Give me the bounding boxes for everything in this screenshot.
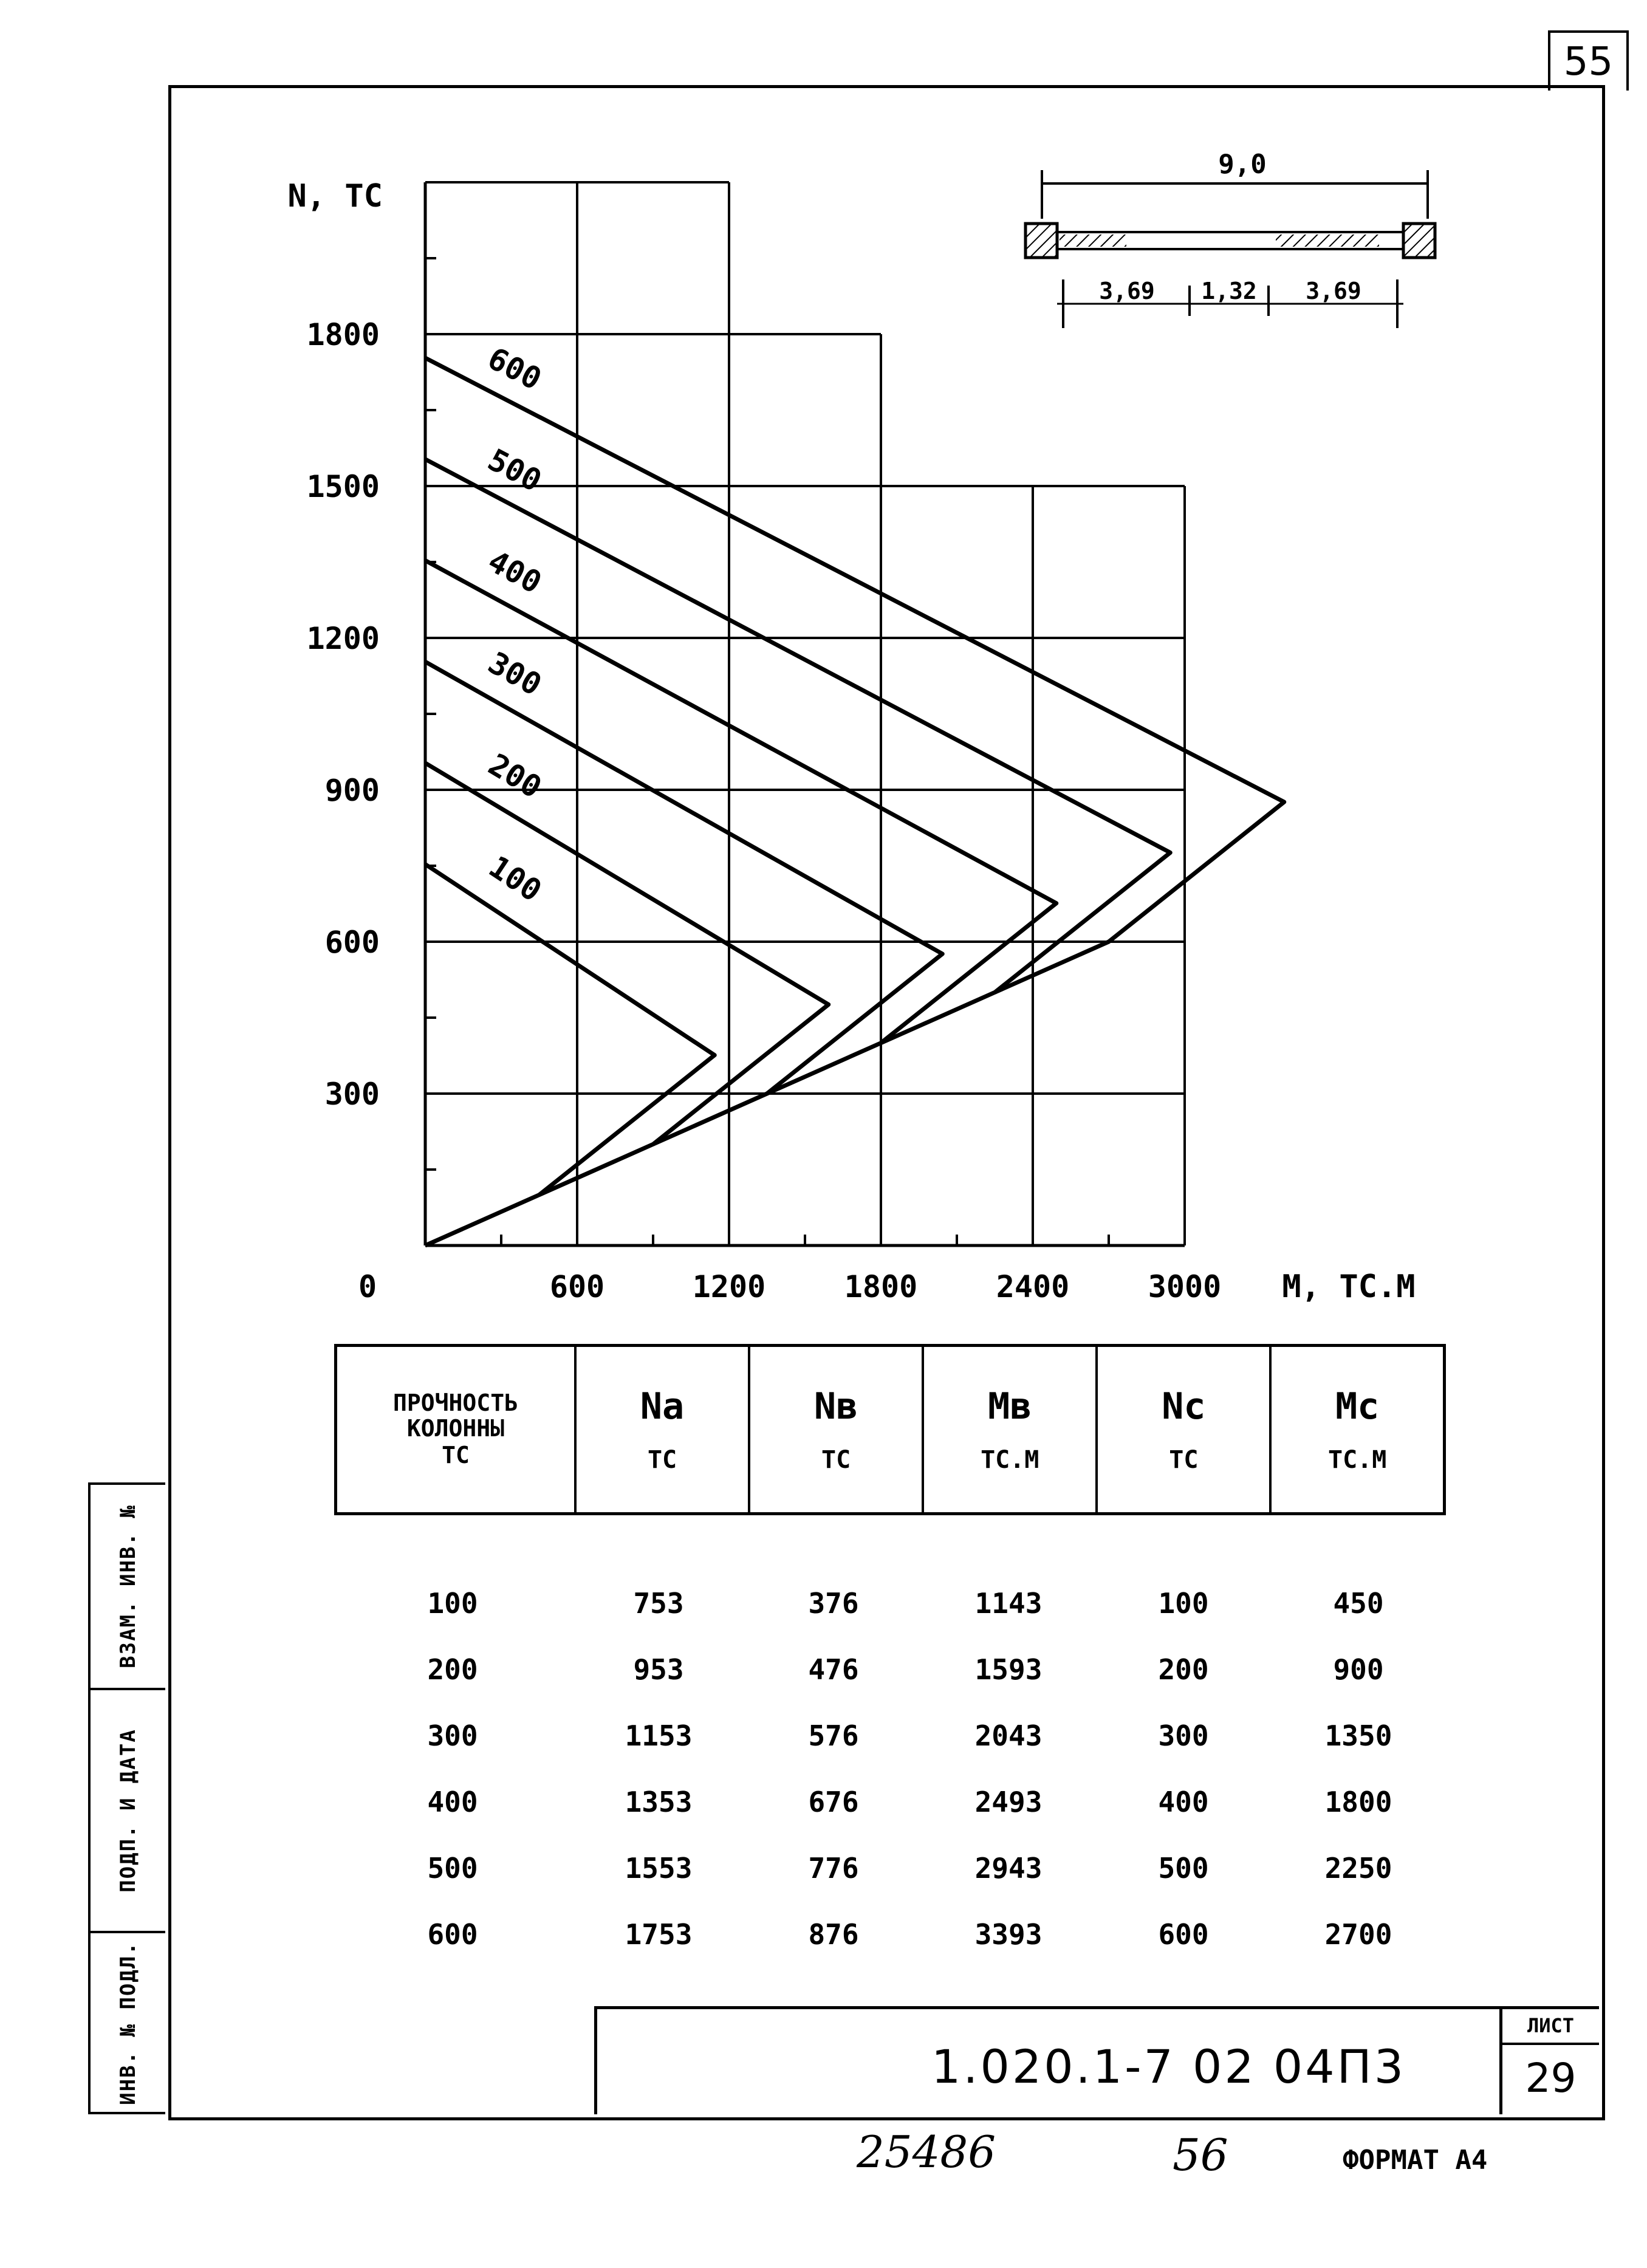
sheet-number: 29: [1525, 2055, 1577, 2102]
left-column-section: [1026, 224, 1057, 258]
header-cell-nb: [749, 1346, 923, 1514]
header-top: Mв: [988, 1385, 1032, 1428]
segment-label: 3,69: [1099, 278, 1155, 304]
table-cell: 600: [427, 1917, 478, 1951]
table-cell: 1350: [1324, 1719, 1392, 1752]
table-cell: 2700: [1324, 1917, 1392, 1951]
span-label: 9,0: [1218, 149, 1267, 180]
table-cell: 476: [808, 1653, 859, 1686]
series-label: 100: [482, 849, 548, 909]
table-cell: 100: [427, 1586, 478, 1620]
side-stamp-cell: [91, 1690, 165, 1933]
table-cell: 300: [427, 1719, 478, 1752]
table-cell: 900: [1333, 1653, 1384, 1686]
side-stamp-cell: [91, 1933, 165, 2113]
table-cell: 376: [808, 1586, 859, 1620]
table-body: [334, 1570, 1446, 1967]
handwritten-inventory-number: 25486: [857, 2126, 996, 2177]
header-unit: ТС: [647, 1446, 677, 1474]
series-label: 600: [482, 340, 547, 397]
table-cell: 576: [808, 1719, 859, 1752]
table-header: [334, 1344, 1446, 1515]
x-axis-label: M, TC.M: [1282, 1269, 1416, 1305]
side-stamp-label: ВЗАМ. ИНВ. №: [115, 1504, 140, 1668]
table-row: [334, 1570, 1446, 1636]
series-line-600: [425, 358, 1284, 992]
table-cell: 600: [1158, 1917, 1209, 1951]
header-top: Na: [640, 1385, 685, 1428]
header-cell-na: [575, 1346, 749, 1514]
y-tick-label: 900: [324, 773, 380, 808]
x-tick-label: 0: [358, 1269, 377, 1304]
column-strength-table: [334, 1344, 1446, 1967]
header-unit: ТС: [821, 1446, 851, 1474]
x-tick-label: 600: [549, 1269, 605, 1304]
header-unit: ТС: [1169, 1446, 1199, 1474]
handwritten-page-number: 56: [1173, 2129, 1228, 2181]
section-sketch: [1008, 134, 1470, 352]
table-cell: 676: [808, 1785, 859, 1818]
header-cell-mb: [923, 1346, 1097, 1514]
table-cell: 1593: [974, 1653, 1043, 1686]
table-cell: 500: [427, 1851, 478, 1885]
table-cell: 2943: [974, 1851, 1043, 1885]
table-row: [334, 1702, 1446, 1769]
beam-hatch-left: [1060, 235, 1126, 247]
table-cell: 1153: [625, 1719, 693, 1752]
table-cell: 500: [1158, 1851, 1209, 1885]
series-label: 200: [482, 747, 548, 806]
y-axis-label: N, TC: [287, 178, 383, 214]
table-row: [334, 1901, 1446, 1967]
page-number: 55: [1563, 39, 1614, 84]
table-cell: 450: [1333, 1586, 1384, 1620]
sheet-label: ЛИСТ: [1502, 2009, 1599, 2045]
header-top: Mс: [1335, 1385, 1380, 1428]
table-cell: 776: [808, 1851, 859, 1885]
table-cell: 1753: [625, 1917, 693, 1951]
table-cell: 1800: [1324, 1785, 1392, 1818]
table-cell: 200: [427, 1653, 478, 1686]
table-cell: 753: [633, 1586, 684, 1620]
x-tick-label: 2400: [996, 1269, 1070, 1304]
series-line-300: [425, 662, 942, 1144]
table-cell: 2250: [1324, 1851, 1392, 1885]
table-cell: 876: [808, 1917, 859, 1951]
table-row: [334, 1636, 1446, 1702]
y-tick-label: 1200: [306, 621, 380, 656]
table-cell: 300: [1158, 1719, 1209, 1752]
table-cell: 1143: [974, 1586, 1043, 1620]
header-top: Nс: [1162, 1385, 1206, 1428]
side-stamp-label: ИНВ. № ПОДЛ.: [115, 1941, 140, 2105]
x-tick-label: 1200: [692, 1269, 766, 1304]
series-label: 300: [482, 645, 548, 703]
table-cell: 2043: [974, 1719, 1043, 1752]
y-tick-label: 600: [324, 925, 380, 960]
table-row: [334, 1835, 1446, 1901]
table-row: [334, 1769, 1446, 1835]
header-cell-strength: [336, 1346, 576, 1514]
side-stamp-cell: [91, 1485, 165, 1690]
table-cell: 1553: [625, 1851, 693, 1885]
x-tick-label: 3000: [1148, 1269, 1222, 1304]
header-unit: ТС.М: [1328, 1446, 1387, 1474]
x-tick-label: 1800: [844, 1269, 918, 1304]
table-cell: 200: [1158, 1653, 1209, 1686]
series-line-100: [425, 865, 714, 1246]
table-cell: 400: [1158, 1785, 1209, 1818]
series-label: 400: [482, 543, 547, 601]
side-stamp-label: ПОДП. И ДАТА: [115, 1728, 140, 1893]
table-cell: 2493: [974, 1785, 1043, 1818]
header-unit: ТС.М: [981, 1446, 1039, 1474]
header-top: ПРОЧНОСТЬ КОЛОННЫ: [393, 1389, 518, 1442]
series-line-200: [425, 763, 829, 1195]
table-cell: 400: [427, 1785, 478, 1818]
title-block: [594, 2006, 1499, 2114]
table-cell: 953: [633, 1653, 684, 1686]
segment-label: 3,69: [1306, 278, 1361, 304]
header-cell-mc: [1270, 1346, 1444, 1514]
side-stamp: [88, 1482, 165, 2114]
series-line-400: [425, 561, 1056, 1094]
segment-label: 1,32: [1201, 278, 1257, 304]
beam-hatch-right: [1276, 235, 1379, 247]
table-cell: 100: [1158, 1586, 1209, 1620]
y-tick-label: 1500: [306, 469, 380, 504]
y-tick-label: 1800: [306, 317, 380, 352]
table-cell: 1353: [625, 1785, 693, 1818]
y-tick-label: 300: [324, 1077, 380, 1112]
document-code: 1.020.1-7 02 04П3: [931, 2040, 1406, 2094]
table-cell: 3393: [974, 1917, 1043, 1951]
right-column-section: [1403, 224, 1435, 258]
header-cell-nc: [1097, 1346, 1270, 1514]
sheet-number-box: [1499, 2006, 1599, 2114]
format-label: ФОРМАТ А4: [1343, 2145, 1488, 2176]
header-unit: ТС: [442, 1441, 470, 1468]
series-line-500: [425, 459, 1170, 1043]
header-top: Nв: [814, 1385, 858, 1428]
series-label: 500: [482, 442, 547, 499]
